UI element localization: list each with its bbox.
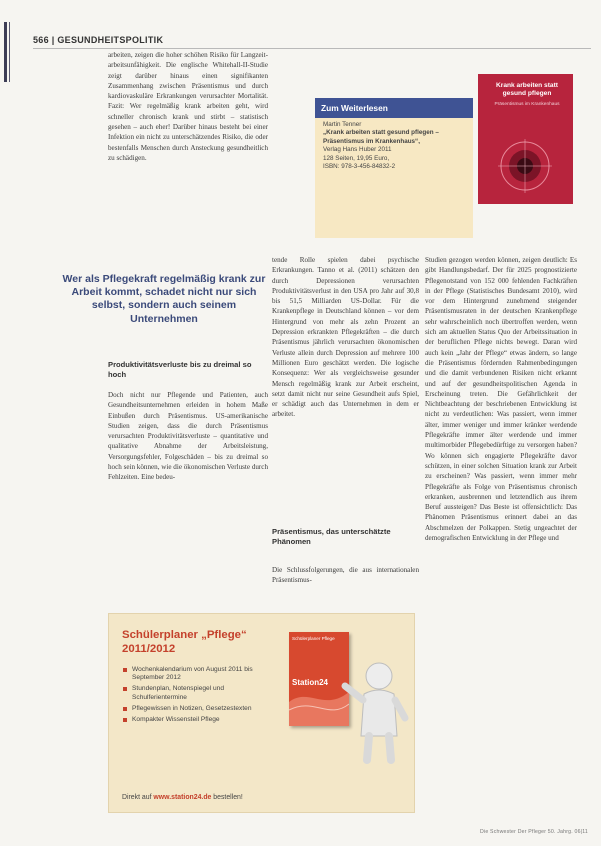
planner-footer-prefix: Direkt auf [122, 794, 152, 801]
planner-order-link[interactable]: www.station24.de [153, 794, 212, 801]
planner-footer-suffix: bestellen! [213, 794, 243, 801]
section1-body: Doch nicht nur Pflegende und Patienten, auch Gesundheitsunternehmen erleiden in hohem Maße Einbußen durch Präsentismus. US-amerikanische Studien zeigen, dass die durch Präsentismus verursachten Produktivitätsverluste – quantitative und qualitative Abnahme der Arbeitsleistung, Versorgungsfehler, Folgeschäden – bis zu dreimal so hoch sein können, wie die ökonomischen Verluste durch Fehlzeiten. Eine bedeu- [108, 391, 268, 482]
book-cover-image [478, 74, 573, 204]
planner-title: Schülerplaner „Pflege“ 2011/2012 [122, 629, 247, 655]
header-rule [33, 48, 591, 49]
section2-body: Die Schlussfolgerungen, die aus internationalen Präsentismus- [272, 566, 419, 585]
pull-quote: Wer als Pflegekraft regelmäßig krank zur Arbeit kommt, schadet nicht nur sich selbst, sondern auch seinem Unternehmen [62, 273, 266, 325]
intro-column [108, 50, 268, 163]
planner-feature: Pflegewissen in Notizen, Gesetzestexten [122, 705, 277, 713]
page-header: 566 | GESUNDHEITSPOLITIK [33, 35, 164, 45]
column2-body: tende Rolle spielen dabei psychische Erkrankungen. Tanno et al. (2011) schätzen den durch Depressionen verursachten Produktivitätsverlust in den USA pro Jahr auf 30,8 bis 51,5 Milliarden US-Dollar. Für die Krankenpflege in Deutschland können – vor dem Hintergrund von mehr als zehn Prozent an Depression erkrankten Pflegekräften – die durch Präsentismus jährlich verursachten ökonomischen Verluste allein durch Depression auf mehrere 100 Millionen Euro geschätzt werden. Die logische Konsequenz: Wer als vergleichsweise gesunder Mensch regelmäßig krank zur Arbeit erscheint, setzt damit nicht nur seine Gesundheit aufs Spiel, er schädigt auch das Unternehmen in dem er arbeitet. [272, 256, 419, 419]
planner-advertisement [108, 613, 415, 813]
binding-edge-line [9, 22, 10, 82]
planner-book-label: Station24 [292, 678, 329, 687]
journal-footer: Die Schwester Der Pfleger 50. Jahrg. 06|11 [480, 829, 588, 835]
book-title: „Krank arbeiten statt gesund pflegen – Präsentismus im Krankenhaus“, [323, 129, 439, 145]
section2-heading: Präsentismus, das unterschätzte Phänomen [272, 527, 391, 546]
planner-feature: Stundenplan, Notenspiegel und Schulferientermine [122, 685, 277, 701]
book-cover-subtitle: Präsentismus im Krankenhaus [494, 102, 560, 107]
reading-box [315, 98, 473, 238]
book-cover-title: Krank arbeiten statt gesund pflegen [496, 82, 558, 97]
book-publisher: Verlag Hans Huber 2011 [323, 146, 392, 154]
column3-body: Studien gezogen werden können, zeigen deutlich: Es gibt Handlungsbedarf. Der für 2025 prognostizierte Pflegenotstand von 152 000 fehlenden Fachkräften in der Pflege (Statistisches Bundesamt 2010), wird vor dem Hintergrund zunehmend steigender Präsentismusraten in der deutschen Krankenpflege sehr wahrscheinlich noch übertroffen werden, wenn sich am aktuellen Status Quo der Arbeitssituation in der beruflichen Pflege nichts bewegt. Daran wird auch kein „Jahr der Pflege“ etwas ändern, so lange die Präsentismus fördernden Rahmenbedingungen und die damit verbundenen Risiken nicht erkannt und auf der gesundheitspolitischen Agenda in Erscheinung treten. Die Gefährlichkeit der Nichtbeachtung der beschriebenen Entwicklung ist nicht zu verdeutlichen: Was passiert, wenn immer älter, immer weniger und immer kränker werdende Pflegekräfte immer älter werdende und immer multimorbider Pflegebedürftige zu versorgen haben? Wo können sich engagierte Pflegekräfte davor schützen, in einer solchen Situation krank zur Arbeit zu erscheinen? Was passiert, wenn immer mehr Pflegekräfte als Folge von Präsentismus chronisch erkranken, ausbrennen und letztendlich aus ihrem Beruf aussteigen? Das Beste ist offensichtlich: Das Phänomen Präsentismus erinnert dabei an das Abschmelzen der Polkappen. Stetig ungeachtet der demografischen Entwicklung in der Pflege und [425, 256, 577, 543]
planner-feature: Wochenkalendarium von August 2011 bis September 2012 [122, 666, 277, 682]
planner-feature-list [122, 666, 277, 727]
planner-footer [122, 794, 402, 801]
binding-edge [4, 22, 7, 82]
book-cover-graphic [478, 74, 573, 204]
book-pages-price: 128 Seiten, 19,95 Euro, [323, 154, 390, 162]
book-author: Martin Tenner [323, 121, 362, 128]
planner-book-header: Schülerplaner Pflege [292, 636, 335, 641]
reading-box-title: Zum Weiterlesen [315, 98, 473, 118]
planner-feature: Kompakter Wissensteil Pflege [122, 716, 277, 724]
reading-box-details [315, 118, 473, 174]
book-isbn: ISBN: 978-3-456-84832-2 [323, 163, 396, 171]
section1-heading: Produktivitätsverluste bis zu dreimal so hoch [108, 360, 252, 379]
mascot-figure-icon [339, 656, 409, 766]
intro-paragraph: arbeiten, zeigen die hoher schöhen Risiko für Langzeit-arbeitsunfähigkeit. Die englische Whitehall-II-Studie zeigt darüber hinaus einen signifikanten Zusammenhang zwischen Präsentismus und durch kardiovaskuläre Erkrankungen verursachter Mortalität. Fazit: Wer regelmäßig krank arbeiten geht, wird schneller chronisch krank und stirbt – statistisch gesehen – auch eher! Darüber hinaus besteht bei einer Infektion ein nicht zu unterschätzendes Risiko, die oder bestenfalls Menschen durch Ansteckung gesundheitlich zu schädigen. [108, 51, 268, 162]
